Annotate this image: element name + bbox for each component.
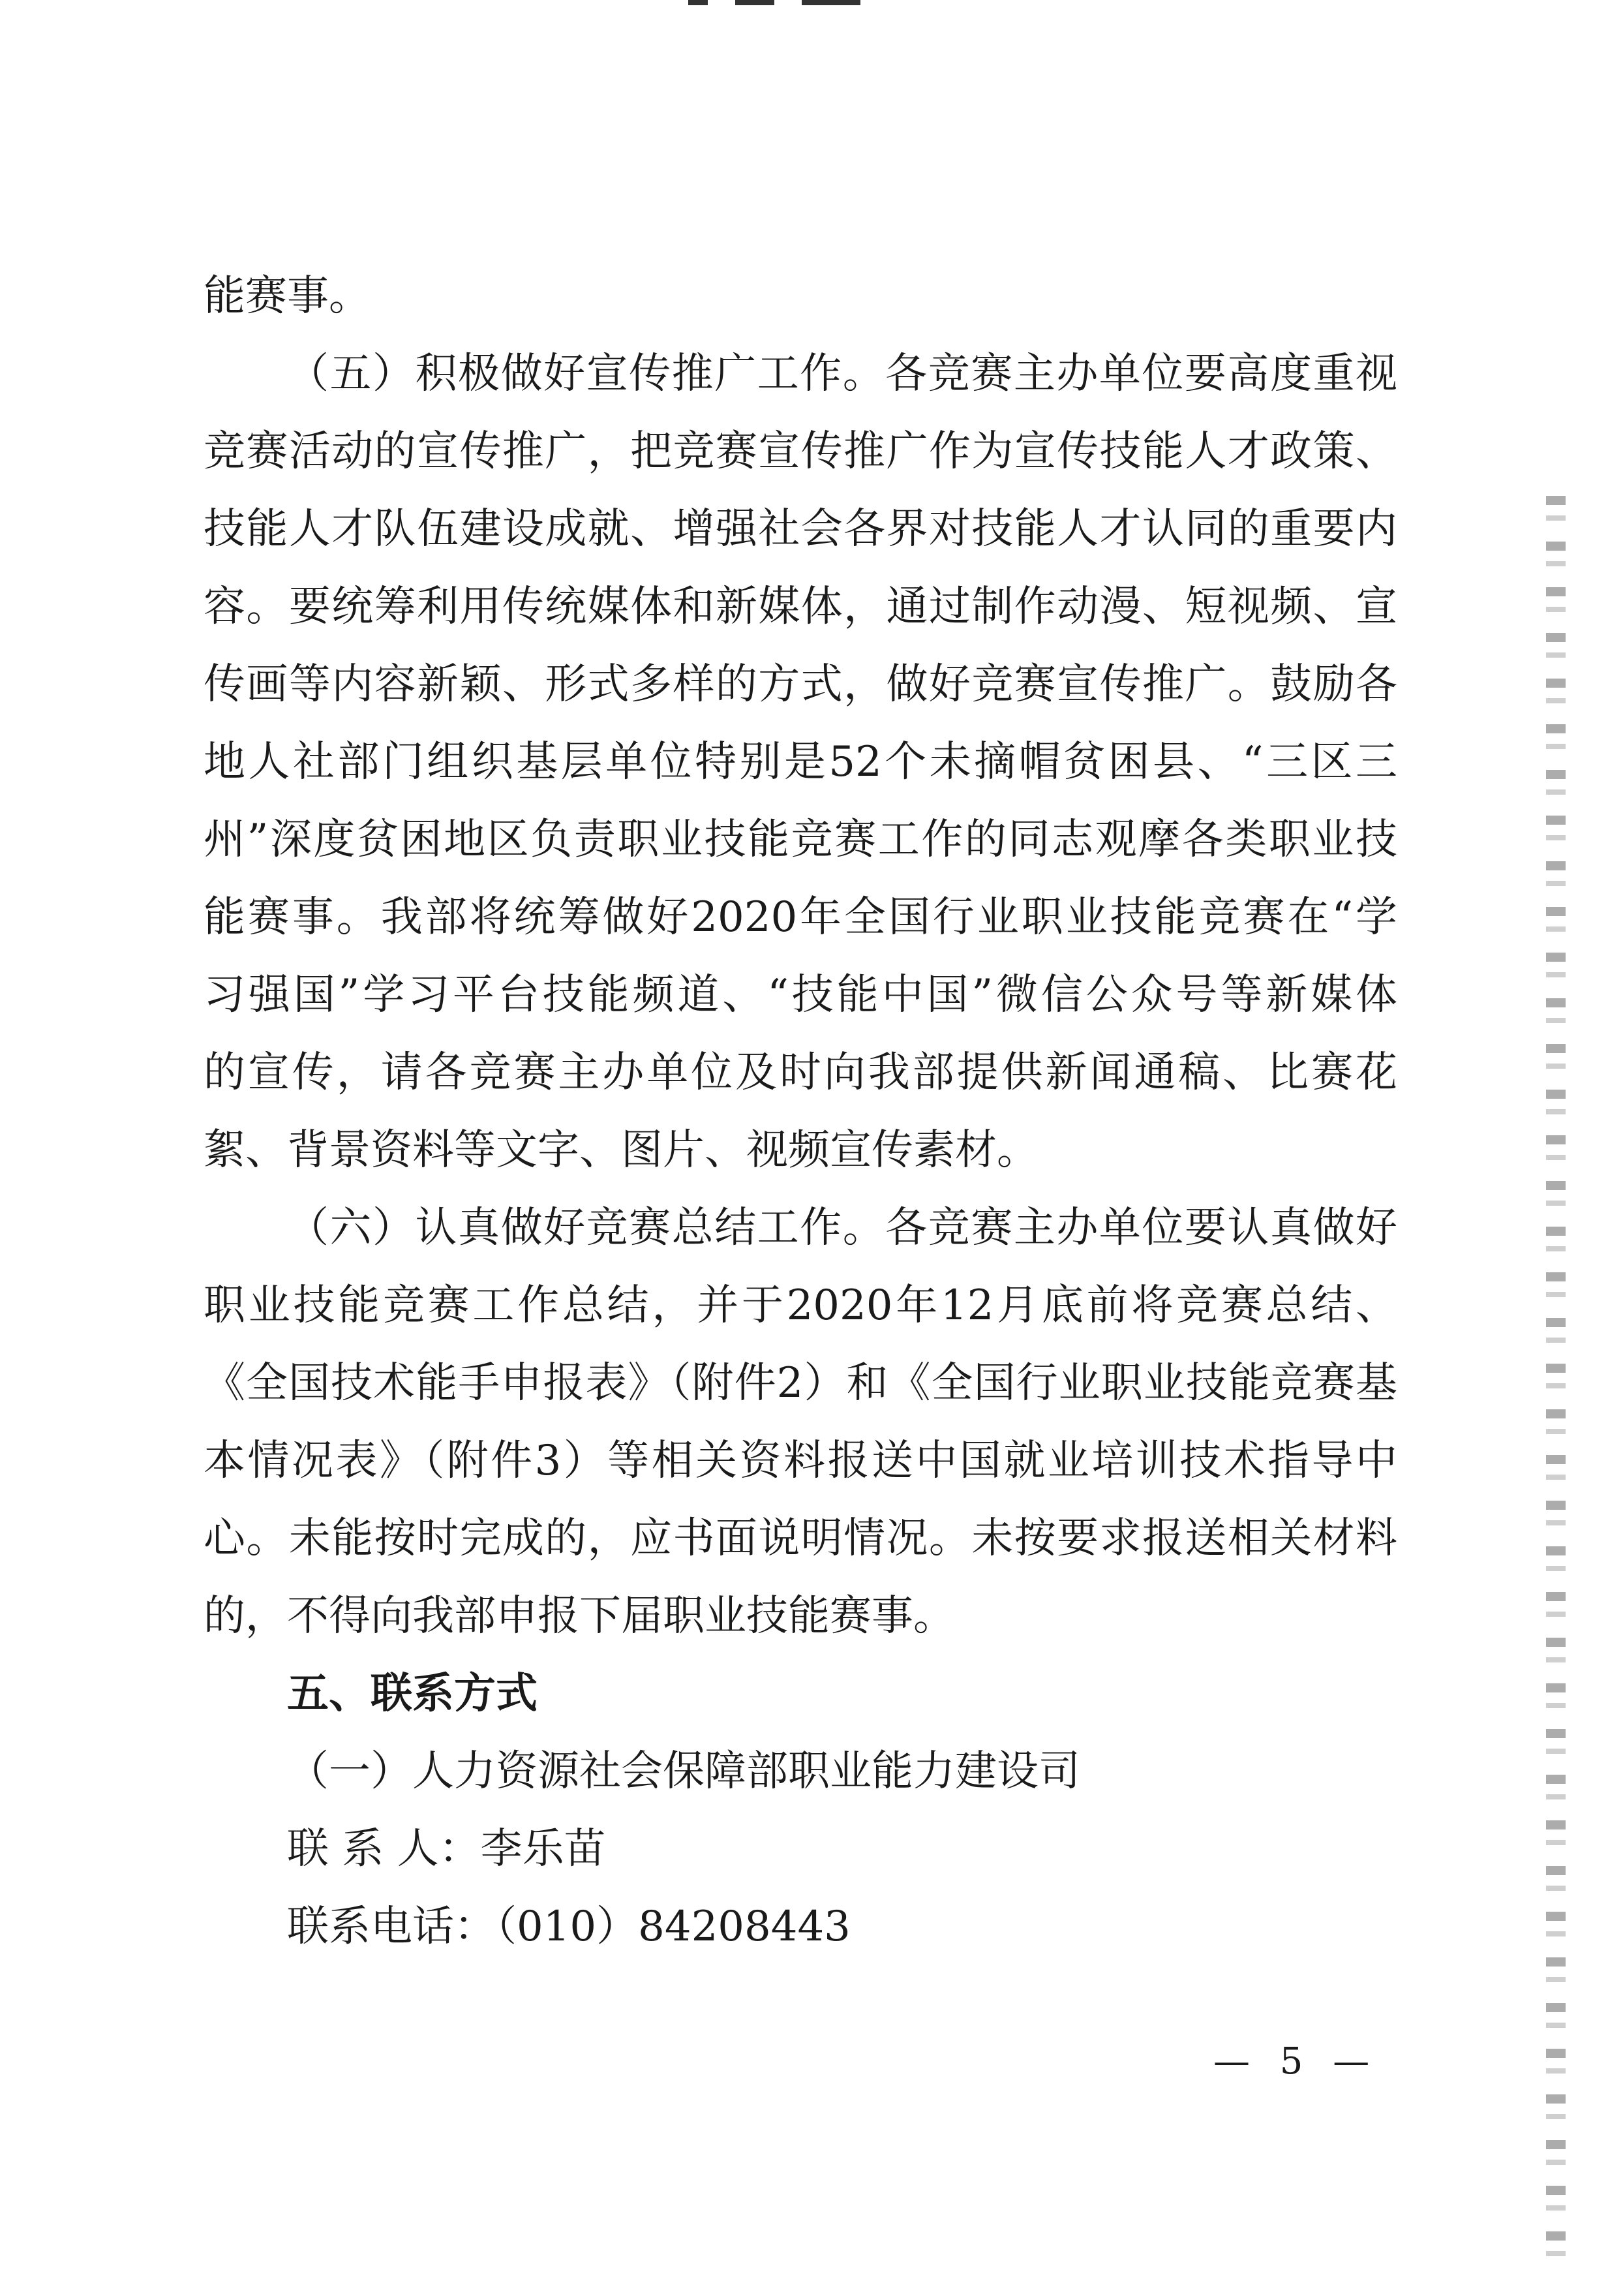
text-line: 习强国”学习平台技能频道、“技能中国”微信公众号等新媒体 [204,971,1397,1019]
paragraph-six-heading-line: （六）认真做好竞赛总结工作。各竞赛主办单位要认真做好 [287,1204,1397,1252]
contact-phone: 联系电话：（010）84208443 [287,1903,851,1951]
page-number: — 5 — [1213,2040,1379,2083]
text-line: 技能人才队伍建设成就、增强社会各界对技能人才认同的重要内 [204,505,1397,553]
text-line: 竞赛活动的宣传推广，把竞赛宣传推广作为宣传技能人才政策、 [204,427,1397,476]
contact-department: （一）人力资源社会保障部职业能力建设司 [287,1747,1080,1796]
scan-edge-artifact [1546,496,1566,2258]
text-line: 《全国技术能手申报表》（附件2）和《全国行业职业技能竞赛基 [204,1359,1397,1407]
text-line: 心。未能按时完成的，应书面说明情况。未按要求报送相关材料 [204,1514,1397,1563]
text-line: 能赛事。 [204,272,371,320]
text-line: 容。要统筹利用传统媒体和新媒体，通过制作动漫、短视频、宣 [204,583,1397,631]
body-text [204,258,1397,1966]
top-edge-mark [688,0,860,9]
section-heading: 五、联系方式 [287,1670,538,1718]
text-line: 地人社部门组织基层单位特别是52个未摘帽贫困县、“三区三 [204,738,1397,786]
text-line: 传画等内容新颖、形式多样的方式，做好竞赛宣传推广。鼓励各 [204,660,1397,709]
paragraph-five-heading-line: （五）积极做好宣传推广工作。各竞赛主办单位要高度重视 [287,350,1397,398]
text-line: 的宣传，请各竞赛主办单位及时向我部提供新闻通稿、比赛花 [204,1049,1397,1097]
text-line: 本情况表》（附件3）等相关资料报送中国就业培训技术指导中 [204,1437,1397,1485]
contact-person: 联 系 人：李乐苗 [287,1825,606,1873]
text-line: 的，不得向我部申报下届职业技能赛事。 [204,1592,955,1640]
text-line: 能赛事。我部将统筹做好2020年全国行业职业技能竞赛在“学 [204,893,1397,941]
text-line: 州”深度贫困地区负责职业技能竞赛工作的同志观摩各类职业技 [204,816,1397,864]
text-line: 职业技能竞赛工作总结，并于2020年12月底前将竞赛总结、 [204,1281,1397,1330]
text-line: 絮、背景资料等文字、图片、视频宣传素材。 [204,1126,1039,1174]
